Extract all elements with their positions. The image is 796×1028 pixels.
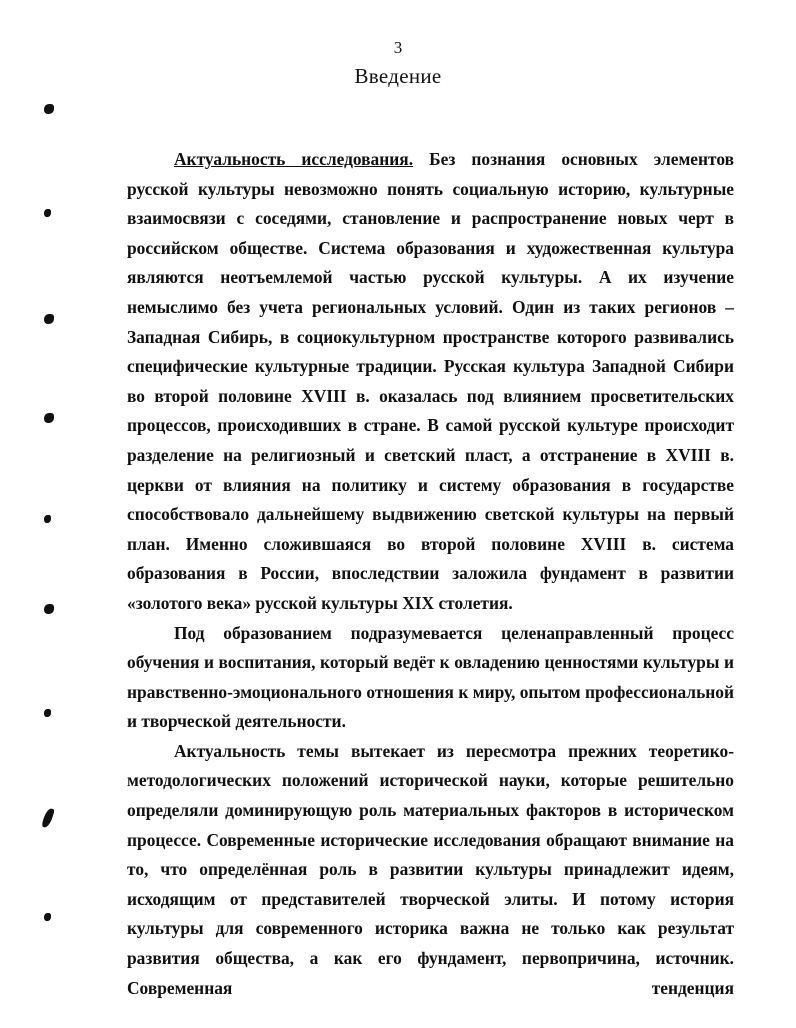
scan-mark <box>44 515 51 523</box>
document-body <box>127 145 734 1003</box>
scan-mark <box>44 709 51 717</box>
scan-mark <box>44 104 54 114</box>
paragraph-relevance <box>127 145 734 619</box>
scan-mark <box>44 209 51 217</box>
paragraph-text: Без познания основных элементов русской культуры невозможно понять социальную историю, культурные взаимосвязи с соседями, становление и распространение новых черт в российском обществе. Система образования и художественная культура являются неотъемлемой частью русской культуры. А их изучение немыслимо без учета региональных условий. Один из таких регионов – Западная Сибирь, в социокультурном пространстве которого развивались специфические культурные традиции. Русская культура Западной Сибири во второй половине XVIII в. оказалась под влиянием просветительских процессов, происходивших в стране. В самой русской культуре происходит разделение на религиозный и светский пласт, а отстранение в XVIII в. церкви от влияния на политику и систему образования в государстве способствовало дальнейшему выдвижению светской культуры на первый план. Именно сложившаяся во второй половине XVIII в. система образования в России, впоследствии заложила фундамент в развитии «золотого века» русской культуры XIX столетия. <box>127 149 734 613</box>
section-title: Введение <box>354 64 442 88</box>
scan-mark <box>44 913 51 921</box>
scan-mark <box>41 807 55 828</box>
page-number: 3 <box>393 38 403 57</box>
scan-mark <box>44 604 54 614</box>
relevance-heading: Актуальность исследования. <box>174 149 414 169</box>
scan-mark <box>44 413 54 423</box>
paragraph-topic-relevance: Актуальность темы вытекает из пересмотра прежних теоретико-методологических положений исторической науки, которые решительно определяли доминирующую роль материальных факторов в историческом процессе. Современные исторические исследования обращают внимание на то, что определённая роль в развитии культуры принадлежит идеям, исходящим от представителей творческой элиты. И потому история культуры для современного историка важна не только как результат развития общества, а как его фундамент, первопричина, источник. Современная тенденция <box>127 740 734 998</box>
paragraph-education: Под образованием подразумевается целенаправленный процесс обучения и воспитания, который ведёт к овладению ценностями культуры и нравственно-эмоционального отношения к миру, опытом профессиональной и творческой деятельности. <box>127 622 734 732</box>
scan-mark <box>44 314 54 324</box>
